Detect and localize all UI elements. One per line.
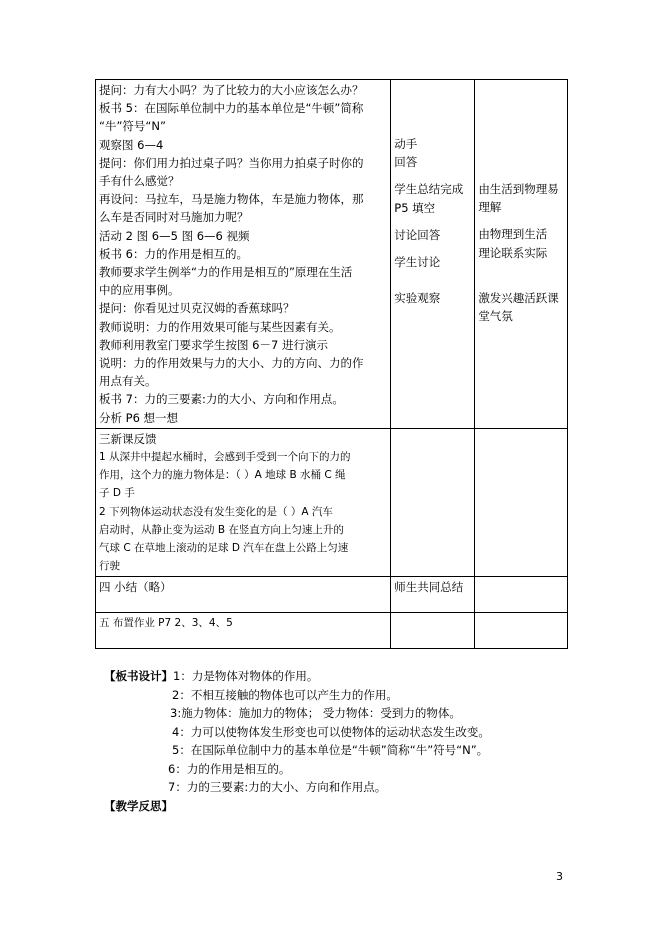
table-row <box>96 80 568 429</box>
text-line: 实验观察 <box>394 291 441 306</box>
text-line: 堂气氛 <box>478 309 513 324</box>
student-activity-cell <box>391 80 475 429</box>
text-line: 教师利用教室门要求学生按图 6－7 进行演示 <box>99 337 328 352</box>
page-number: 3 <box>556 870 563 883</box>
text-line: “牛”符号“N” <box>99 119 166 134</box>
board-item: 4：力可以使物体发生形变也可以使物体的运动状态发生改变。 <box>172 724 490 739</box>
board-item: 5：在国际单位制中力的基本单位是“牛顿”简称“牛”符号“N”。 <box>172 743 489 757</box>
text-line: 教师说明：力的作用效果可能与某些因素有关。 <box>99 319 341 334</box>
text-line: 动手 <box>394 137 418 151</box>
empty-cell <box>475 613 568 649</box>
text-line: 提问：你看见过贝克汉姆的香蕉球吗？ <box>99 301 295 316</box>
text-line: 提问：你们用力拍过桌子吗？当你用力拍桌子时你的 <box>99 155 364 170</box>
text-line: 用点有关。 <box>99 374 157 389</box>
text-line: 么车是否同时对马施加力呢？ <box>99 210 249 225</box>
board-design-section <box>104 667 490 815</box>
text-line: 五 布置作业 P7 2、3、4、5 <box>99 617 233 630</box>
table-row <box>96 577 568 613</box>
text-line: 手有什么感觉？ <box>99 174 180 189</box>
board-item: 3:施力物体：施加力的物体； 受力物体：受到力的物体。 <box>170 706 461 720</box>
text-line: 回答 <box>394 155 418 170</box>
text-line: 讨论回答 <box>394 227 441 242</box>
design-intent-cell <box>475 80 568 429</box>
feedback-cell <box>96 428 391 577</box>
text-line: 行驶 <box>99 560 120 573</box>
summary-activity-cell <box>391 577 475 613</box>
text-line: 师生共同总结 <box>394 580 464 595</box>
empty-cell <box>475 577 568 613</box>
text-line: 提问：力有大小吗？为了比较力的大小应该怎么办？ <box>99 83 364 97</box>
board-item: 1：力是物体对物体的作用。 <box>173 669 319 683</box>
text-line: 学生讨论 <box>394 255 441 270</box>
text-line: 由物理到生活 <box>478 227 548 242</box>
table-row <box>96 613 568 649</box>
text-line: 学生总结完成 <box>394 182 464 197</box>
text-line: 气球 C 在草地上滚动的足球 D 汽车在盘上公路上匀速 <box>99 542 349 555</box>
text-line: 1 从深井中提起水桶时，会感到手受到一个向下的力的 <box>99 451 351 464</box>
table-row <box>96 428 568 577</box>
text-line: 启动时，从静止变为运动 B 在竖直方向上匀速上升的 <box>99 523 344 536</box>
text-line: 四 小结（略） <box>99 580 172 595</box>
text-line: 再设问：马拉车，马是施力物体，车是施力物体，那 <box>99 192 364 207</box>
empty-cell <box>391 613 475 649</box>
homework-cell <box>96 613 391 649</box>
empty-cell <box>391 428 475 577</box>
text-line: 活动 2 图 6—5 图 6—6 视频 <box>99 228 250 243</box>
text-line: 理解 <box>478 200 502 215</box>
summary-cell <box>96 577 391 613</box>
teaching-process-cell <box>96 80 391 429</box>
reflection-label: 【教学反思】 <box>104 798 173 813</box>
text-line: 板书 5：在国际单位制中力的基本单位是“牛顿”简称 <box>99 101 364 116</box>
text-line: 教师要求学生例举“力的作用是相互的”原理在生活 <box>99 265 353 280</box>
board-item: 6：力的作用是相互的。 <box>168 761 291 776</box>
section-heading: 三新课反馈 <box>99 431 157 446</box>
text-line: 分析 P6 想一想 <box>99 410 179 425</box>
text-line: 作用，这个力的施力物体是：（ ）A 地球 B 水桶 C 绳 <box>99 469 346 482</box>
text-line: 激发兴趣活跃课 <box>478 290 559 305</box>
empty-cell <box>475 428 568 577</box>
text-line: 说明：力的作用效果与力的大小、力的方向、力的作 <box>99 356 364 371</box>
text-line: 中的应用事例。 <box>99 283 180 298</box>
text-line: 板书 6：力的作用是相互的。 <box>99 246 248 261</box>
text-line: 2 下列物体运动状态没有发生变化的是（ ）A 汽车 <box>99 505 333 518</box>
board-design-label: 【板书设计】 <box>104 669 173 683</box>
text-line: 理论联系实际 <box>478 245 548 260</box>
text-line: 观察图 6—4 <box>99 137 164 152</box>
text-line: 子 D 手 <box>99 487 135 500</box>
text-line: 板书 7：力的三要素:力的大小、方向和作用点。 <box>99 392 344 407</box>
text-line: 由生活到物理易 <box>478 182 559 196</box>
text-line: P5 填空 <box>394 200 436 215</box>
board-item: 7：力的三要素:力的大小、方向和作用点。 <box>168 780 387 794</box>
board-item: 2：不相互接触的物体也可以产生力的作用。 <box>172 687 398 702</box>
lesson-plan-table <box>95 79 568 649</box>
